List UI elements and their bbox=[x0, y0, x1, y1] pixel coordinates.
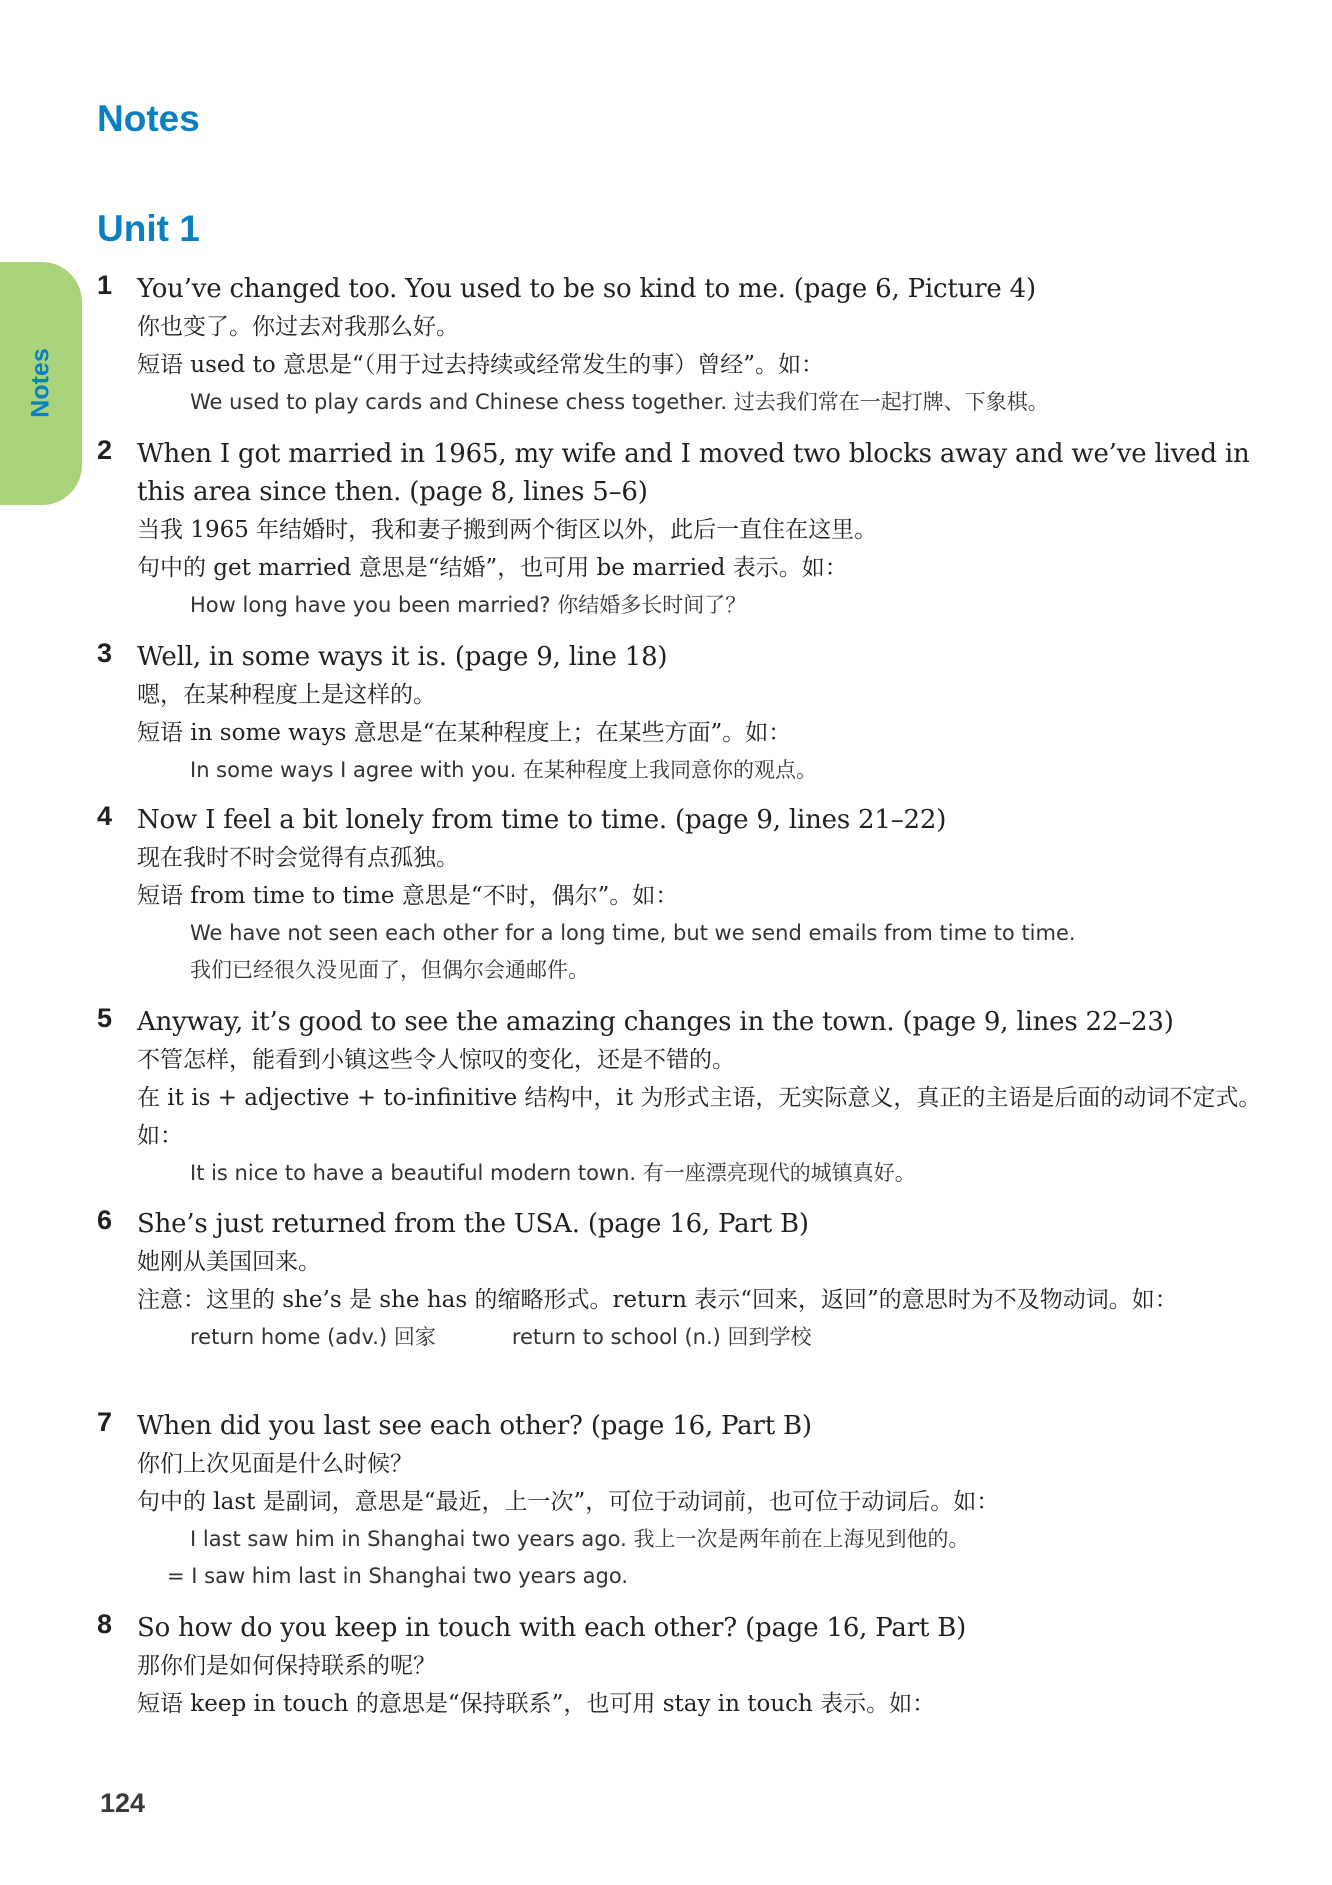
note-example: It is nice to have a beautiful modern town. 有一座漂亮现代的城镇真好。 bbox=[190, 1161, 916, 1185]
note-translation: 那你们是如何保持联系的呢？ bbox=[137, 1653, 436, 1679]
note-number: 4 bbox=[97, 801, 113, 831]
note-sentence: Now I feel a bit lonely from time to time. (page 9, lines 21–22) bbox=[137, 805, 947, 835]
note-explanation: 短语 from time to time 意思是“不时，偶尔”。如： bbox=[137, 883, 679, 909]
side-tab-label: Notes bbox=[26, 348, 55, 418]
note-5 bbox=[97, 1003, 1262, 1192]
note-explanation: 短语 in some ways 意思是“在某种程度上；在某些方面”。如： bbox=[137, 720, 792, 746]
unit-heading: Unit 1 bbox=[97, 208, 200, 249]
note-translation: 她刚从美国回来。 bbox=[137, 1249, 321, 1275]
page-number: 124 bbox=[100, 1788, 146, 1818]
note-explanation: 句中的 get married 意思是“结婚”，也可用 be married 表示。如： bbox=[137, 555, 848, 581]
note-translation: 不管怎样，能看到小镇这些令人惊叹的变化，还是不错的。 bbox=[137, 1047, 735, 1073]
note-sentence: Well, in some ways it is. (page 9, line 18) bbox=[137, 642, 668, 672]
note-example: return home (adv.) 回家 bbox=[190, 1325, 436, 1349]
note-sentence: So how do you keep in touch with each other? (page 16, Part B) bbox=[137, 1613, 967, 1643]
note-number: 2 bbox=[97, 435, 113, 465]
note-6 bbox=[97, 1205, 1262, 1356]
note-translation: 嗯，在某种程度上是这样的。 bbox=[137, 682, 436, 708]
note-example: = I saw him last in Shanghai two years ago. bbox=[167, 1564, 629, 1588]
note-example: 我们已经很久没见面了，但偶尔会通邮件。 bbox=[190, 958, 589, 982]
note-number: 6 bbox=[97, 1205, 113, 1235]
note-example: return to school (n.) 回到学校 bbox=[511, 1325, 812, 1349]
note-explanation: 在 it is + adjective + to-infinitive 结构中，it 为形式主语，无实际意义，真正的主语是后面的动词不定式。如： bbox=[137, 1085, 1262, 1149]
note-number: 5 bbox=[97, 1003, 113, 1033]
note-example: In some ways I agree with you. 在某种程度上我同意你的观点。 bbox=[190, 758, 818, 782]
note-example-row bbox=[190, 1319, 1262, 1356]
page-title: Notes bbox=[97, 98, 200, 139]
note-3 bbox=[97, 638, 1262, 789]
note-explanation: 注意：这里的 she’s 是 she has 的缩略形式。return 表示“回来，返回”的意思时为不及物动词。如： bbox=[137, 1287, 1178, 1313]
note-number: 1 bbox=[97, 270, 113, 300]
note-1 bbox=[97, 270, 1262, 421]
note-2 bbox=[97, 435, 1262, 624]
note-explanation: 短语 used to 意思是“（用于过去持续或经常发生的事）曾经”。如： bbox=[137, 352, 824, 378]
note-4 bbox=[97, 801, 1262, 989]
note-example: We used to play cards and Chinese chess together. 过去我们常在一起打牌、下象棋。 bbox=[190, 390, 1049, 414]
note-sentence: Anyway, it’s good to see the amazing changes in the town. (page 9, lines 22–23) bbox=[137, 1007, 1174, 1037]
note-example: We have not seen each other for a long time, but we send emails from time to time. bbox=[190, 921, 1076, 945]
note-example: I last saw him in Shanghai two years ago. 我上一次是两年前在上海见到他的。 bbox=[190, 1527, 970, 1551]
note-8 bbox=[97, 1609, 1262, 1723]
note-translation: 当我 1965 年结婚时，我和妻子搬到两个街区以外，此后一直住在这里。 bbox=[137, 517, 878, 543]
note-sentence: You’ve changed too. You used to be so kind to me. (page 6, Picture 4) bbox=[137, 274, 1036, 304]
note-explanation: 句中的 last 是副词，意思是“最近，上一次”，可位于动词前，也可位于动词后。如： bbox=[137, 1489, 1000, 1515]
note-number: 8 bbox=[97, 1609, 113, 1639]
note-translation: 你们上次见面是什么时候？ bbox=[137, 1451, 413, 1477]
note-sentence: When did you last see each other? (page 16, Part B) bbox=[137, 1411, 812, 1441]
note-number: 3 bbox=[97, 638, 113, 668]
note-sentence: When I got married in 1965, my wife and I moved two blocks away and we’ve lived in this area since then. (page 8, lines 5–6) bbox=[137, 439, 1250, 507]
note-7 bbox=[97, 1407, 1262, 1595]
note-translation: 现在我时不时会觉得有点孤独。 bbox=[137, 845, 459, 871]
note-sentence: She’s just returned from the USA. (page 16, Part B) bbox=[137, 1209, 809, 1239]
side-tab bbox=[0, 262, 82, 505]
note-explanation: 短语 keep in touch 的意思是“保持联系”，也可用 stay in touch 表示。如： bbox=[137, 1691, 936, 1717]
note-number: 7 bbox=[97, 1407, 113, 1437]
note-translation: 你也变了。你过去对我那么好。 bbox=[137, 314, 459, 340]
note-example: How long have you been married? 你结婚多长时间了？ bbox=[190, 593, 747, 617]
